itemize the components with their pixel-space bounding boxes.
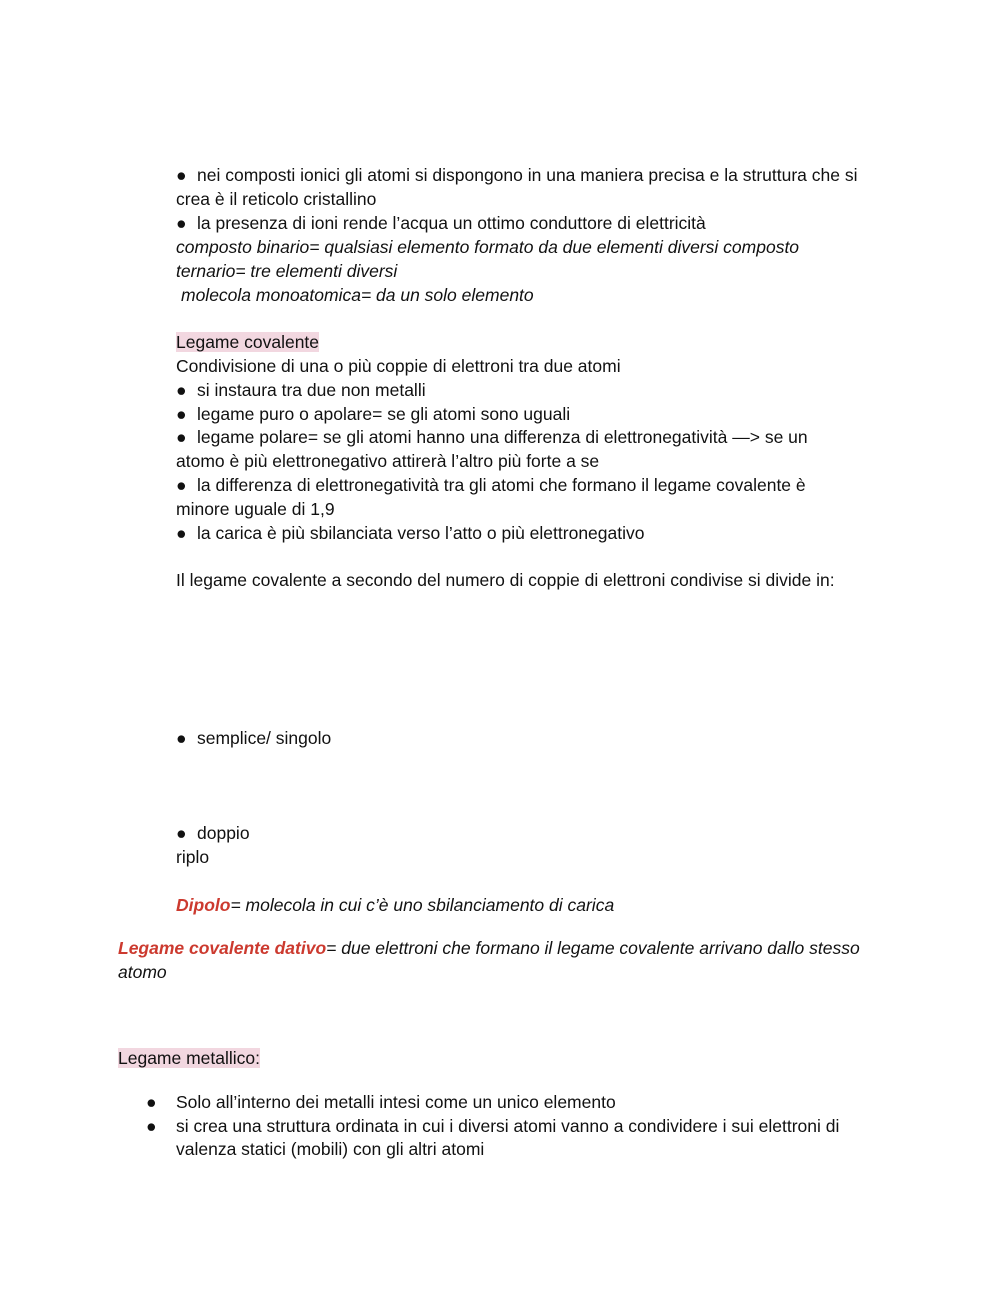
bullet-icon: ● — [176, 728, 187, 748]
bullet-icon: ● — [146, 1092, 157, 1112]
bullet-icon: ● — [176, 427, 187, 447]
paragraph: Condivisione di una o più coppie di elettroni tra due atomi — [176, 356, 621, 376]
list-item: ● si instaura tra due non metalli — [176, 380, 426, 400]
bullet-icon: ● — [176, 404, 187, 424]
list-item: si crea una struttura ordinata in cui i diversi atomi vanno a condividere i sui elettroni di — [176, 1116, 840, 1136]
section-heading: Legame covalente — [176, 332, 320, 352]
list-item: ● legame puro o apolare= se gli atomi sono uguali — [176, 404, 571, 424]
list-item: Solo all’interno dei metalli intesi come un unico elemento — [176, 1092, 616, 1112]
list-item-continuation: valenza statici (mobili) con gli altri atomi — [176, 1139, 485, 1159]
list-item: ● la differenza di elettronegatività tra gli atomi che formano il legame covalente è — [176, 475, 806, 495]
list-item-continuation: minore uguale di 1,9 — [176, 499, 335, 519]
definition-text: molecola monoatomica= da un solo elemento — [181, 285, 534, 305]
definition-dipolo: Dipolo= molecola in cui c’è uno sbilanciamento di carica — [176, 895, 615, 915]
list-item: ● legame polare= se gli atomi hanno una differenza di elettronegatività —> se un — [176, 427, 808, 447]
list-item: ● doppio — [176, 823, 250, 843]
definition-text: composto binario= qualsiasi elemento formato da due elementi diversi composto — [176, 237, 800, 257]
list-item-continuation: atomo è più elettronegativo attirerà l’altro più forte a se — [176, 451, 600, 471]
paragraph: riplo — [176, 847, 210, 867]
list-item: ● semplice/ singolo — [176, 728, 332, 748]
list-item-continuation: crea è il reticolo cristallino — [176, 189, 377, 209]
bullet-icon: ● — [176, 213, 187, 233]
bullet-icon: ● — [176, 523, 187, 543]
paragraph: Il legame covalente a secondo del numero di coppie di elettroni condivise si divide in: — [176, 570, 835, 590]
list-item: ● la carica è più sbilanciata verso l’atto o più elettronegativo — [176, 523, 645, 543]
bullet-icon: ● — [176, 380, 187, 400]
definition-dativo: Legame covalente dativo= due elettroni che formano il legame covalente arrivano dallo stesso — [118, 938, 860, 958]
list-item: ● nei composti ionici gli atomi si dispongono in una maniera precisa e la struttura che si — [176, 165, 858, 185]
list-item: ● la presenza di ioni rende l’acqua un ottimo conduttore di elettricità — [176, 213, 706, 233]
bullet-icon: ● — [146, 1116, 157, 1136]
definition-dativo-continuation: atomo — [118, 962, 167, 982]
bullet-icon: ● — [176, 823, 187, 843]
bullet-icon: ● — [176, 475, 187, 495]
bullet-icon: ● — [176, 165, 187, 185]
section-heading: Legame metallico: — [118, 1048, 261, 1068]
definition-text: ternario= tre elementi diversi — [176, 261, 398, 281]
